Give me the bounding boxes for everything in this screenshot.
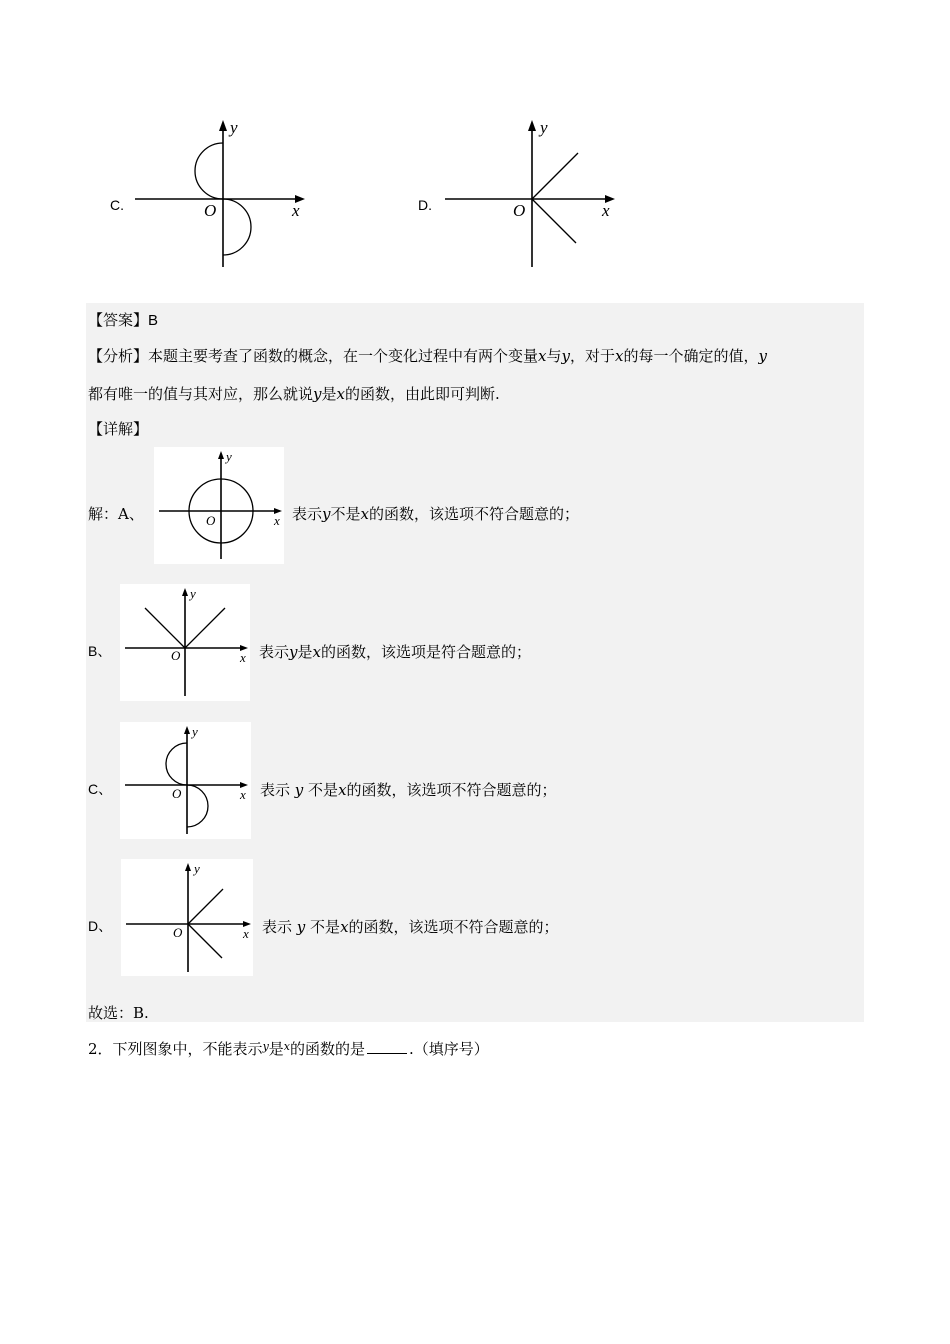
analysis-tag: 【分析】 <box>88 347 149 365</box>
svg-text:y: y <box>226 449 232 464</box>
origin-label: O <box>513 201 526 220</box>
answer-value: B <box>148 312 159 329</box>
y-axis-label: y <box>230 118 238 137</box>
item-b-graph <box>120 584 250 701</box>
option-c-label: C. <box>110 197 124 213</box>
svg-text:x: x <box>274 513 280 528</box>
detail-tag: 【详解】 <box>88 420 149 438</box>
svg-text:x: x <box>243 926 249 941</box>
item-a-graph <box>154 447 284 564</box>
analysis-line-2: 都有唯一的值与其对应，那么就说y是x的函数，由此即可判断. <box>88 385 500 403</box>
svg-text:O: O <box>171 648 181 663</box>
svg-text:O: O <box>173 925 183 940</box>
svg-text:O: O <box>206 513 216 528</box>
origin-label: O <box>204 201 217 220</box>
question-number: 2． <box>88 1040 113 1058</box>
item-b-label: B、 <box>88 643 112 659</box>
item-a-label: 解：A、 <box>88 505 144 523</box>
option-c-graph <box>130 115 310 275</box>
svg-text:y: y <box>194 861 200 876</box>
svg-text:x: x <box>240 650 246 665</box>
analysis-line-1: 【分析】本题主要考查了函数的概念，在一个变化过程中有两个变量x与y，对于x的每一个确定的值，y <box>88 347 767 365</box>
option-d-graph <box>440 115 620 275</box>
item-d-label: D、 <box>88 918 113 934</box>
svg-text:y: y <box>192 724 198 739</box>
question-2: 2．下列图象中，不能表示$^y$是$^x$的函数的是 .（填序号） <box>88 1040 489 1058</box>
item-c-graph <box>120 722 251 839</box>
x-axis-label: x <box>292 201 300 220</box>
conclusion: 故选：B. <box>88 1004 149 1022</box>
svg-text:x: x <box>240 787 246 802</box>
item-d-desc: 表示 y 不是x的函数，该选项不符合题意的； <box>262 918 559 936</box>
item-c-desc: 表示 y 不是x的函数，该选项不符合题意的； <box>260 781 557 799</box>
item-c-label: C、 <box>88 781 113 797</box>
item-a-desc: 表示y不是x的函数，该选项不符合题意的； <box>292 505 579 523</box>
y-axis-label: y <box>540 118 548 137</box>
item-b-desc: 表示y是x的函数，该选项是符合题意的； <box>259 643 531 661</box>
item-d-graph <box>121 859 253 976</box>
svg-text:y: y <box>190 586 196 601</box>
answer-blank[interactable] <box>367 1039 407 1054</box>
answer-line <box>88 309 158 330</box>
svg-text:O: O <box>172 786 182 801</box>
answer-tag: 【答案】 <box>88 311 149 329</box>
option-d-label: D. <box>418 197 432 213</box>
x-axis-label: x <box>602 201 610 220</box>
